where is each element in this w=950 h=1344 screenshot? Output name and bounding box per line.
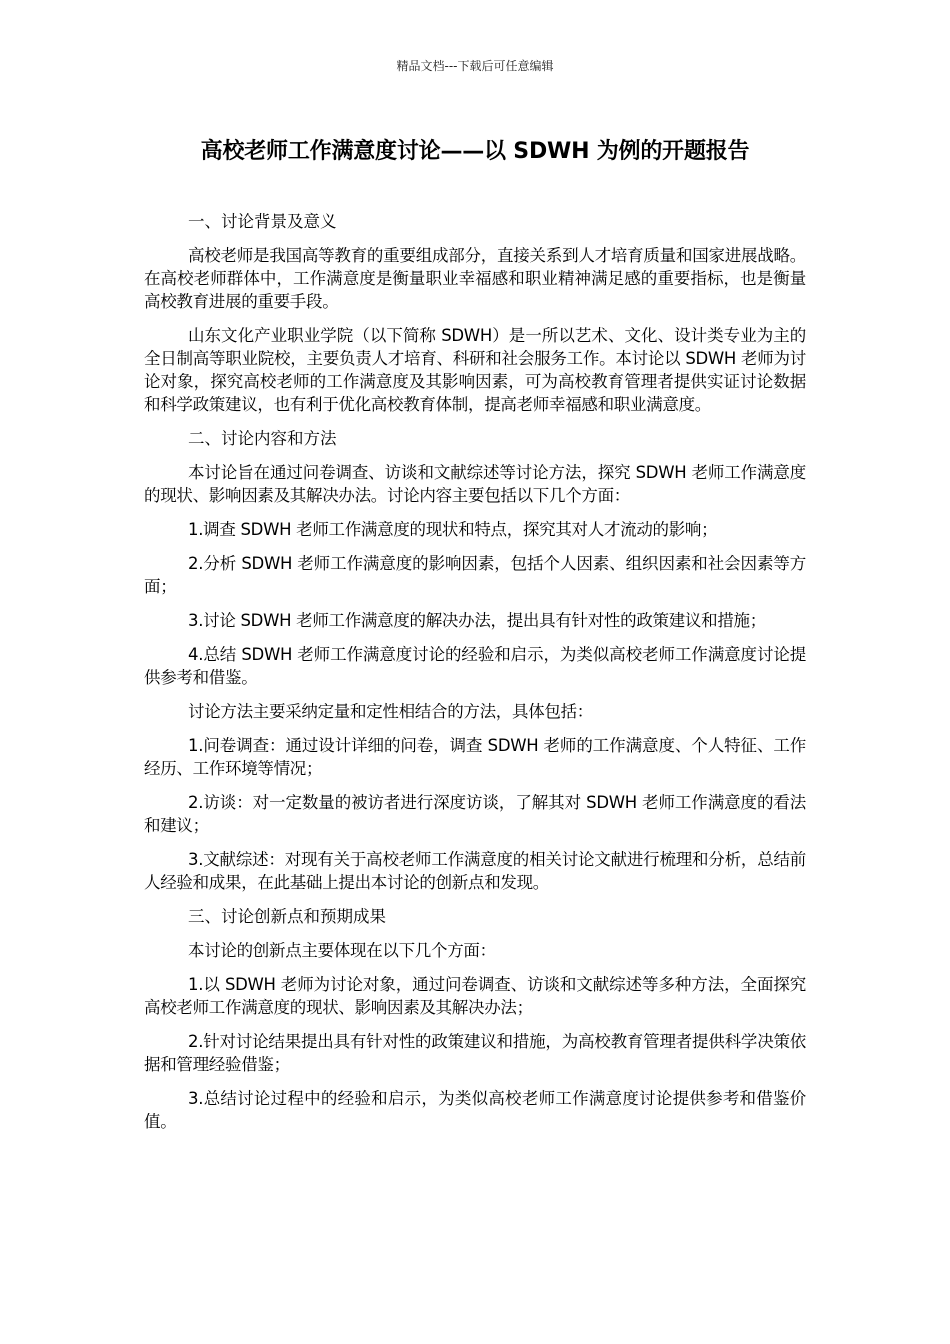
page-header: 精品文档---下载后可任意编辑 (396, 59, 554, 73)
section-heading-content-method: 二、讨论内容和方法 (188, 429, 337, 448)
document-body (144, 210, 806, 1144)
list-item: 3.文献综述：对现有关于高校老师工作满意度的相关讨论文献进行梳理和分析，总结前人经验和成果，在此基础上提出本讨论的创新点和发现。 (144, 850, 806, 892)
paragraph: 本讨论的创新点主要体现在以下几个方面： (188, 941, 496, 960)
list-item: 3.总结讨论过程中的经验和启示，为类似高校老师工作满意度讨论提供参考和借鉴价值。 (144, 1089, 806, 1131)
section-heading-background: 一、讨论背景及意义 (188, 212, 337, 231)
list-item: 2.分析 SDWH 老师工作满意度的影响因素，包括个人因素、组织因素和社会因素等方面； (144, 554, 806, 596)
document-title: 高校老师工作满意度讨论——以 SDWH 为例的开题报告 (200, 139, 750, 164)
list-item: 1.调查 SDWH 老师工作满意度的现状和特点，探究其对人才流动的影响； (188, 520, 718, 539)
list-item: 4.总结 SDWH 老师工作满意度讨论的经验和启示，为类似高校老师工作满意度讨论提供参考和借鉴。 (144, 645, 806, 687)
paragraph: 讨论方法主要采纳定量和定性相结合的方法，具体包括： (188, 702, 594, 721)
list-item: 2.访谈：对一定数量的被访者进行深度访谈，了解其对 SDWH 老师工作满意度的看法和建议； (144, 793, 806, 835)
list-item: 1.以 SDWH 老师为讨论对象，通过问卷调查、访谈和文献综述等多种方法，全面探究高校老师工作满意度的现状、影响因素及其解决办法； (144, 975, 806, 1017)
list-item: 1.问卷调查：通过设计详细的问卷，调查 SDWH 老师的工作满意度、个人特征、工作经历、工作环境等情况； (144, 736, 806, 778)
paragraph: 本讨论旨在通过问卷调查、访谈和文献综述等讨论方法，探究 SDWH 老师工作满意度的现状、影响因素及其解决办法。讨论内容主要包括以下几个方面： (144, 463, 806, 505)
paragraph: 高校老师是我国高等教育的重要组成部分，直接关系到人才培育质量和国家进展战略。在高校老师群体中，工作满意度是衡量职业幸福感和职业精神满足感的重要指标，也是衡量高校教育进展的重要手段。 (144, 246, 806, 311)
list-item: 2.针对讨论结果提出具有针对性的政策建议和措施，为高校教育管理者提供科学决策依据和管理经验借鉴； (144, 1032, 806, 1074)
paragraph: 山东文化产业职业学院（以下简称 SDWH）是一所以艺术、文化、设计类专业为主的全日制高等职业院校，主要负责人才培育、科研和社会服务工作。本讨论以 SDWH 老师为讨论对象，探究高校老师的工作满意度及其影响因素，可为高校教育管理者提供实证讨论数据和科学政策建议，也有利于优化高校教育体制，提高老师幸福感和职业满意度。 (144, 326, 806, 414)
list-item: 3.讨论 SDWH 老师工作满意度的解决办法，提出具有针对性的政策建议和措施； (188, 611, 766, 630)
section-heading-innovation: 三、讨论创新点和预期成果 (188, 907, 386, 926)
